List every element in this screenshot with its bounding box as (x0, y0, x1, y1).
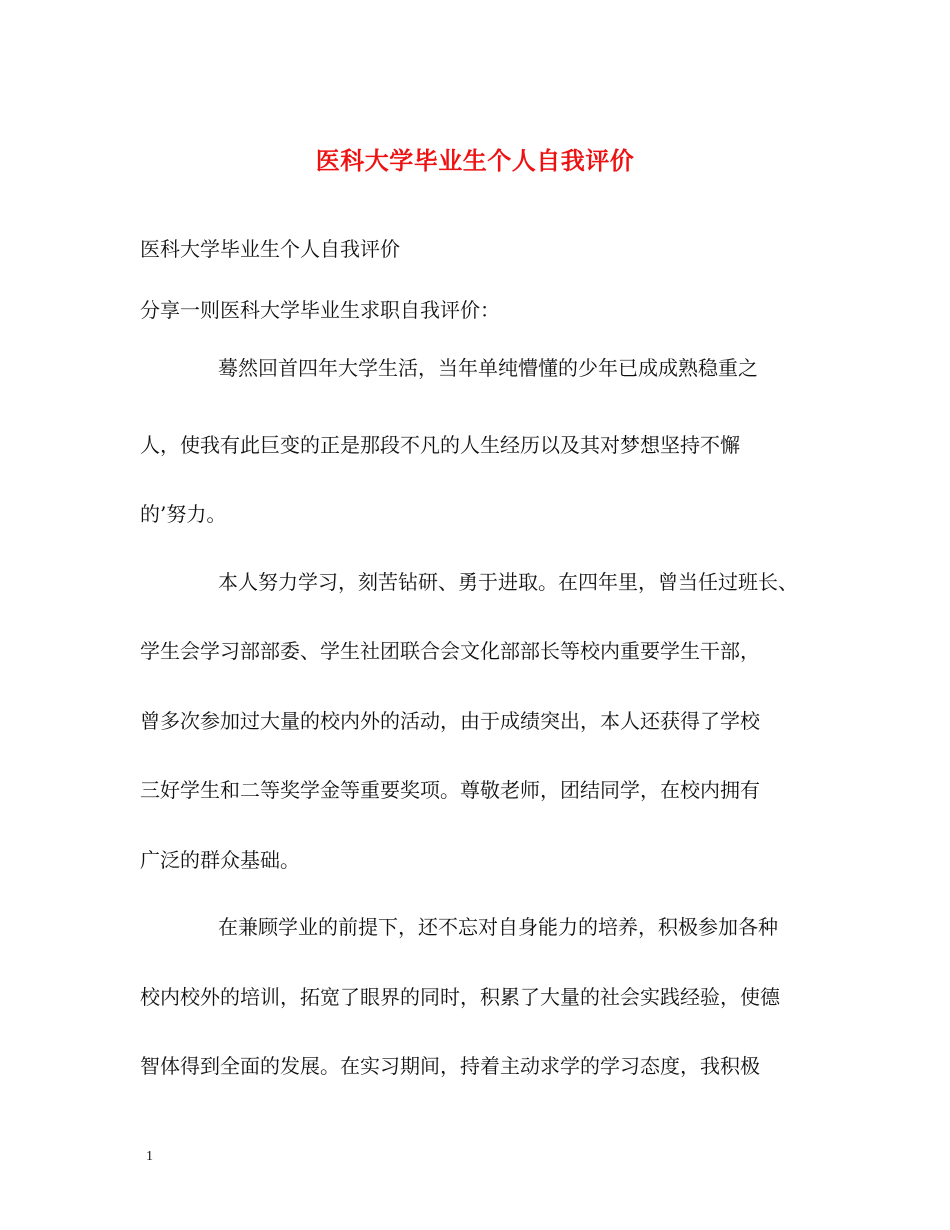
paragraph-2-line-1: 本人努力学习，刻苦钻研、勇于进取。在四年里，曾当任过班长、 (218, 570, 798, 594)
paragraph-1-line-1: 蓦然回首四年大学生活，当年单纯懵懂的少年已成成熟稳重之 (218, 356, 758, 380)
paragraph-2-line-4: 三好学生和二等奖学金等重要奖项。尊敬老师，团结同学，在校内拥有 (140, 778, 760, 802)
paragraph-1-line-3: 的’努力。 (140, 502, 227, 526)
paragraph-2-line-2: 学生会学习部部委、学生社团联合会文化部部长等校内重要学生干部， (140, 639, 760, 663)
paragraph-2-line-3: 曾多次参加过大量的校内外的活动，由于成绩突出，本人还获得了学校 (140, 709, 760, 733)
page-number: 1 (146, 1149, 153, 1164)
paragraph-2-line-5: 广泛的群众基础。 (140, 848, 300, 872)
intro-line: 分享一则医科大学毕业生求职自我评价： (140, 298, 500, 322)
paragraph-3-line-3: 智体得到全面的发展。在实习期间，持着主动求学的学习态度，我积极 (140, 1054, 760, 1078)
paragraph-3-line-2: 校内校外的培训，拓宽了眼界的同时，积累了大量的社会实践经验，使德 (140, 985, 780, 1009)
paragraph-3-line-1: 在兼顾学业的前提下，还不忘对自身能力的培养，积极参加各种 (218, 915, 778, 939)
document-title: 医科大学毕业生个人自我评价 (315, 146, 635, 175)
paragraph-1-line-2: 人，使我有此巨变的正是那段不凡的人生经历以及其对梦想坚持不懈 (140, 433, 740, 457)
document-subtitle: 医科大学毕业生个人自我评价 (140, 237, 400, 261)
